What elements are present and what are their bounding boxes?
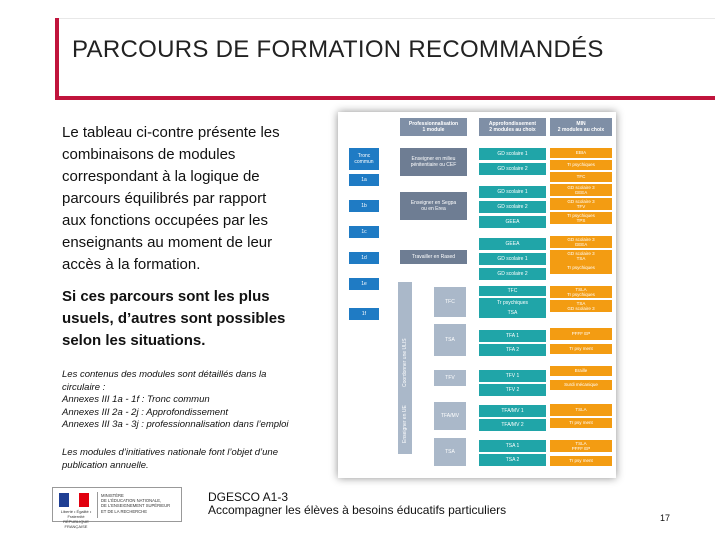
- table-cell-line: MIN: [576, 121, 586, 127]
- intro-line: parcours équilibrés par rapport: [62, 190, 267, 207]
- table-cell: [550, 300, 612, 312]
- table-cell-line: TSLA: [575, 286, 587, 292]
- intro-paragraph: [62, 122, 327, 276]
- table-cell-line: TFC: [576, 174, 586, 180]
- table-cell: [434, 370, 466, 386]
- table-cell-line: GD scolaire 3: [567, 306, 595, 311]
- table-cell-line: TFC: [445, 299, 455, 305]
- table-cell-text: [569, 458, 593, 463]
- table-cell: [550, 418, 612, 428]
- table-cell-line: TSA: [445, 449, 455, 455]
- table-cell-line: Coordonner une ULIS: [402, 338, 408, 388]
- logo-motto: Liberté • Égalité • Fraternité RÉPUBLIQUE FRANÇAISE: [60, 509, 92, 529]
- table-cell-line: PFFF EP: [571, 331, 591, 337]
- details-paragraph: [62, 369, 327, 432]
- table-cell-line: Surdi mécanique: [564, 382, 598, 388]
- table-cell-text: [567, 237, 594, 247]
- table-cell-line: Professionnalisation: [408, 121, 459, 127]
- table-cell-text: [506, 457, 520, 463]
- table-cell-line: Tr psychiques: [567, 292, 595, 297]
- table-cell: [349, 174, 379, 186]
- table-cell-line: TFA/MV 2: [501, 422, 524, 428]
- table-cell-line: Tr psy ment: [569, 458, 593, 464]
- table-cell-line: Tr psychiques: [567, 162, 595, 168]
- table-cell-line: Enseigner en milieu: [411, 156, 456, 162]
- table-cell: [550, 404, 612, 416]
- table-cell: [434, 287, 466, 317]
- table-cell: [479, 454, 546, 466]
- french-flag-icon: [59, 493, 89, 507]
- table-cell-text: [567, 251, 594, 261]
- table-cell: [479, 286, 546, 296]
- table-cell: [550, 198, 612, 210]
- table-cell: [550, 328, 612, 340]
- table-cell-line: TSLA: [575, 407, 587, 413]
- table-cell-line: TSLA: [575, 440, 587, 446]
- table-cell-line: Tronc: [357, 153, 371, 159]
- table-cell-line: TFA/MV: [440, 413, 460, 419]
- table-cell-text: [441, 413, 459, 419]
- table-cell-text: [497, 300, 528, 306]
- parcours-table: [338, 112, 616, 478]
- table-cell-line: GD scolaire 2: [497, 271, 528, 277]
- table-cell-line: 1f: [361, 311, 367, 317]
- table-cell-text: [445, 337, 455, 343]
- table-cell-text: [567, 199, 594, 209]
- table-cell-text: [575, 407, 586, 412]
- initiatives-paragraph: [62, 447, 327, 472]
- table-cell: [434, 324, 466, 356]
- table-cell-line: commun: [354, 159, 374, 165]
- table-cell-text: [572, 331, 591, 336]
- table-cell-line: Approfondissement: [488, 121, 537, 127]
- table-cell-line: GD scolaire 3: [567, 184, 595, 190]
- table-cell-text: [567, 162, 595, 167]
- table-cell: [349, 278, 379, 290]
- table-cell-line: GEEA: [505, 241, 520, 247]
- table-cell-line: GEEA: [574, 190, 588, 195]
- table-cell: [550, 148, 612, 158]
- table-cell: [349, 148, 379, 170]
- table-cell-text: [558, 121, 604, 133]
- table-cell-line: GD scolaire 1: [497, 189, 528, 195]
- table-cell-line: TSA 2: [505, 457, 520, 463]
- table-cell-line: GD scolaire 3: [567, 236, 595, 242]
- table-cell-text: [354, 153, 373, 165]
- table-cell-text: [402, 339, 408, 388]
- table-cell-text: [412, 254, 455, 260]
- table-cell: [400, 192, 467, 220]
- table-cell: [349, 200, 379, 212]
- table-cell-text: [506, 443, 520, 449]
- table-cell-line: GD scolaire 1: [497, 151, 528, 157]
- table-cell-line: pénitentiaire ou CEF: [410, 162, 457, 168]
- table-cell-text: [411, 200, 456, 212]
- table-cell: [349, 226, 379, 238]
- table-cell-text: [506, 373, 520, 379]
- table-cell-line: TPS: [576, 218, 586, 223]
- table-cell-line: 1e: [361, 281, 367, 287]
- table-cell: [479, 370, 546, 382]
- table-cell-text: [497, 204, 527, 210]
- table-cell: [479, 163, 546, 175]
- table-cell-line: TSA: [507, 310, 518, 316]
- table-cell: [479, 268, 546, 280]
- table-cell-text: [361, 177, 367, 183]
- table-cell: [550, 172, 612, 182]
- table-cell-text: [409, 121, 458, 133]
- table-cell-text: [506, 387, 520, 393]
- table-cell: [479, 148, 546, 160]
- table-cell-line: 1c: [361, 229, 367, 235]
- table-cell: [550, 118, 612, 136]
- table-cell-text: [361, 229, 366, 235]
- table-cell-text: [501, 408, 523, 414]
- intro-line: accès à la formation.: [62, 256, 201, 273]
- table-cell-text: [567, 301, 594, 311]
- logo-divider: [97, 492, 98, 518]
- table-cell-line: TFV: [445, 375, 455, 381]
- table-cell-line: EBIA: [575, 150, 587, 156]
- intro-line: combinaisons de modules: [62, 146, 236, 163]
- table-cell-line: 2 modules au choix: [489, 127, 536, 133]
- table-cell-text: [575, 368, 588, 373]
- table-cell-line: GD scolaire 1: [497, 256, 528, 262]
- table-cell: [479, 419, 546, 431]
- intro-line: correspondant à la logique de: [62, 168, 260, 185]
- table-cell-text: [361, 203, 367, 209]
- logo-ministry-text: MINISTÈRE DE L'ÉDUCATION NATIONALE, DE L'ENSEIGNEMENT SUPÉRIEUR ET DE LA RECHERCHE: [101, 493, 171, 514]
- table-cell: [479, 440, 546, 452]
- table-cell-text: [506, 219, 520, 225]
- details-line: Annexes III 3a - 3j : professionnalisation dans l’emploi: [62, 419, 289, 430]
- table-cell: [400, 250, 467, 264]
- table-cell-text: [497, 166, 527, 172]
- table-cell: [550, 212, 612, 224]
- table-cell-text: [572, 441, 591, 451]
- table-cell-line: Enseigner en UE: [402, 405, 408, 443]
- table-cell-text: [445, 375, 454, 381]
- table-cell-line: GEEA: [574, 242, 588, 247]
- intro-line: Le tableau ci-contre présente les: [62, 124, 280, 141]
- table-cell: [550, 236, 612, 248]
- table-cell-text: [402, 405, 408, 443]
- table-cell-line: TFV 1: [505, 373, 520, 379]
- table-cell-line: Tr psychiques: [567, 212, 595, 218]
- table-cell-text: [569, 346, 593, 351]
- table-cell-text: [445, 299, 455, 305]
- table-cell: [550, 250, 612, 262]
- table-cell-text: [508, 288, 518, 294]
- table-cell-line: TSA: [576, 300, 586, 306]
- details-line: circulaire :: [62, 381, 106, 393]
- table-cell-line: GEEA: [505, 219, 520, 225]
- table-cell-line: Braille: [574, 368, 588, 374]
- table-cell: [479, 186, 546, 198]
- table-cell-text: [567, 185, 594, 195]
- table-cell-text: [497, 151, 527, 157]
- table-cell: [479, 330, 546, 342]
- table-cell-text: [567, 287, 595, 297]
- bold-paragraph: [62, 286, 327, 352]
- table-cell-line: Tr psy ment: [569, 346, 593, 352]
- table-cell-text: [567, 265, 595, 270]
- table-cell-text: [362, 311, 366, 317]
- table-cell-line: GD scolaire 2: [497, 166, 528, 172]
- table-cell-text: [567, 213, 595, 223]
- intro-line: enseignants au moment de leur: [62, 234, 273, 251]
- table-cell: [479, 216, 546, 228]
- footer-text: [208, 491, 506, 517]
- table-cell-line: TSA: [576, 256, 586, 261]
- ministry-logo: [52, 487, 182, 529]
- table-cell-line: 1 module: [422, 127, 445, 133]
- table-cell: [550, 380, 612, 390]
- details-line: Les contenus des modules sont détaillés dans la: [62, 369, 267, 380]
- table-cell-line: TFA 1: [505, 333, 520, 339]
- table-cell: [349, 308, 379, 320]
- table-cell-text: [497, 189, 527, 195]
- table-cell-text: [577, 174, 586, 179]
- footer-line: Accompagner les élèves à besoins éducatifs particuliers: [208, 503, 507, 517]
- table-cell: [349, 252, 379, 264]
- table-cell-text: [576, 150, 586, 155]
- table-cell: [550, 456, 612, 466]
- table-cell: [479, 308, 546, 318]
- table-cell: [479, 118, 546, 136]
- bold-line: selon les situations.: [62, 332, 206, 349]
- table-cell-text: [361, 255, 367, 261]
- table-cell: [550, 440, 612, 452]
- initiatives-line: Les modules d’initiatives nationale font l’objet d’une: [62, 447, 278, 458]
- table-cell-text: [506, 347, 519, 353]
- table-cell-text: [506, 333, 519, 339]
- table-cell: [550, 160, 612, 170]
- table-cell-line: Travailler en Rased: [411, 254, 456, 260]
- table-cell-line: 1a: [361, 177, 367, 183]
- table-cell-line: GD scolaire 3: [567, 250, 595, 256]
- page-title: PARCOURS DE FORMATION RECOMMANDÉS: [72, 36, 604, 63]
- table-cell: [479, 384, 546, 396]
- table-cell: [434, 438, 466, 466]
- table-cell-text: [497, 256, 527, 262]
- table-cell-line: TFC: [507, 288, 518, 294]
- table-cell-text: [508, 310, 518, 316]
- table-cell-line: GD scolaire 3: [567, 198, 595, 204]
- table-cell-text: [361, 281, 367, 287]
- table-cell-line: TFA/MV 1: [501, 408, 524, 414]
- details-line: Annexes III 1a - 1f : Tronc commun: [62, 394, 210, 405]
- table-cell-line: TSA: [445, 337, 455, 343]
- table-cell: [479, 344, 546, 356]
- table-cell-line: Tr psychiques: [567, 265, 595, 271]
- table-cell: [398, 394, 412, 454]
- table-cell-text: [506, 241, 520, 247]
- bold-line: usuels, d’autres sont possibles: [62, 310, 286, 327]
- details-line: Annexes III 2a - 2j : Approfondissement: [62, 406, 228, 418]
- table-cell: [550, 184, 612, 196]
- table-cell: [479, 238, 546, 250]
- table-cell: [550, 286, 612, 298]
- table-cell: [400, 148, 467, 176]
- table-cell-line: 2 modules au choix: [557, 127, 605, 133]
- initiatives-line: publication annuelle.: [62, 459, 149, 471]
- footer-line: DGESCO A1-3: [208, 490, 289, 504]
- table-cell-line: TFA 2: [505, 347, 520, 353]
- table-cell: [400, 118, 467, 136]
- table-cell-line: TFV 2: [505, 387, 520, 393]
- table-cell-line: PFFF EP: [571, 446, 591, 451]
- table-cell: [479, 201, 546, 213]
- table-cell-line: Enseigner en Segpa: [410, 200, 457, 206]
- table-cell: [479, 253, 546, 265]
- bold-line: Si ces parcours sont les plus: [62, 288, 270, 305]
- page-number: 17: [660, 513, 671, 523]
- table-cell: [434, 402, 466, 430]
- table-cell-text: [445, 449, 455, 455]
- table-cell: [479, 405, 546, 417]
- table-cell-line: Tr psy ment: [569, 420, 593, 426]
- table-cell-text: [497, 271, 527, 277]
- table-cell-text: [569, 420, 593, 425]
- intro-line: aux fonctions occupées par les: [62, 212, 268, 229]
- table-cell-line: ou en Erea: [421, 206, 446, 212]
- table-cell-line: TSA 1: [505, 443, 520, 449]
- table-cell-text: [411, 156, 457, 168]
- table-cell: [550, 262, 612, 274]
- table-cell: [550, 366, 612, 376]
- table-cell-text: [501, 422, 523, 428]
- table-cell: [550, 344, 612, 354]
- table-cell-line: TFV: [576, 204, 586, 209]
- table-cell-line: Tr psychiques: [497, 300, 528, 306]
- table-cell-line: GD scolaire 2: [497, 204, 528, 210]
- table-cell: [479, 298, 546, 308]
- table-cell-text: [564, 382, 598, 387]
- table-cell-line: 1d: [361, 255, 367, 261]
- table-cell-line: 1b: [361, 203, 367, 209]
- table-cell-text: [489, 121, 536, 133]
